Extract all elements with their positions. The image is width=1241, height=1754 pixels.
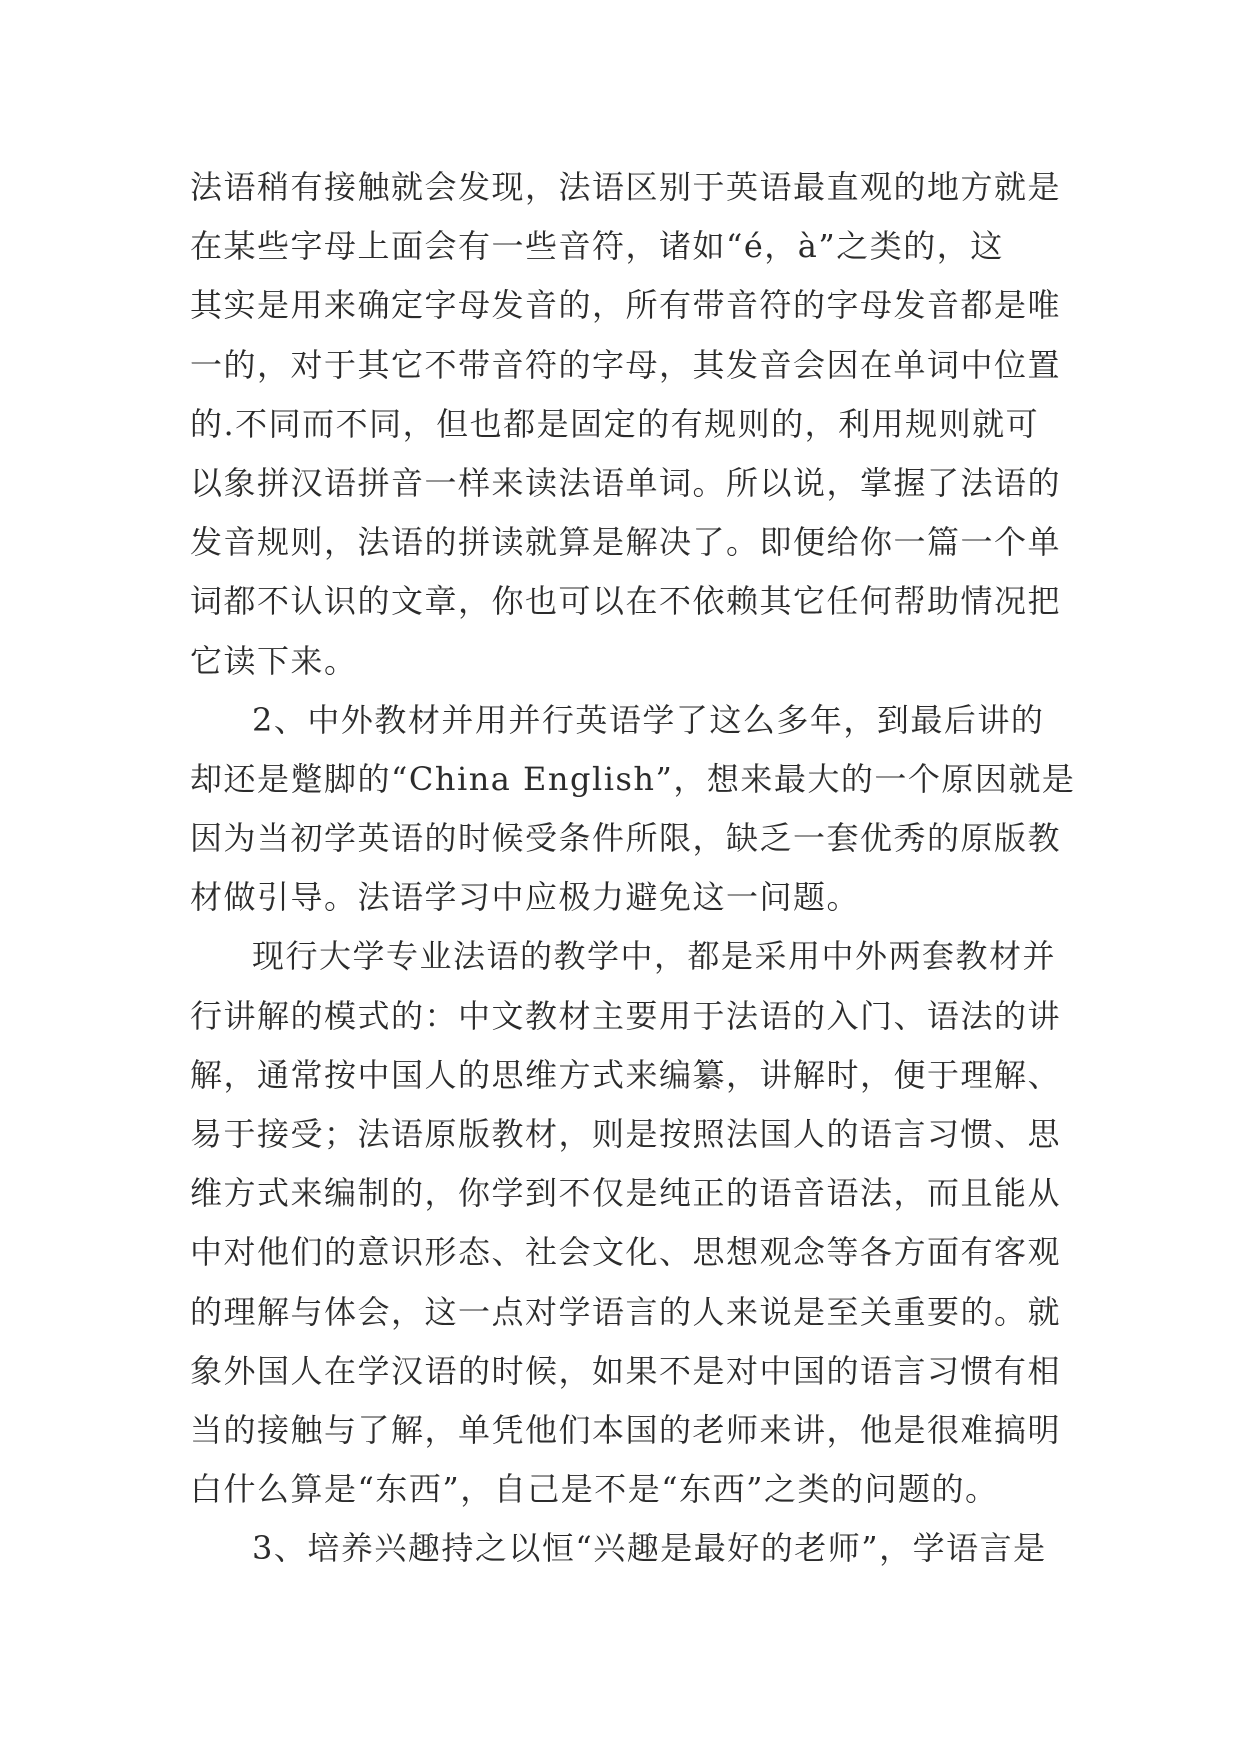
text-line: 材做引导。法语学习中应极力避免这一问题。 <box>190 878 861 917</box>
text-line: 发音规则，法语的拼读就算是解决了。即便给你一篇一个单 <box>190 523 1062 562</box>
text-line: 当的接触与了解，单凭他们本国的老师来讲，他是很难搞明 <box>190 1410 1062 1449</box>
text-line: 在某些字母上面会有一些音符，诸如“é，à”之类的，这 <box>190 227 1004 266</box>
text-line: 法语稍有接触就会发现，法语区别于英语最直观的地方就是 <box>190 168 1062 206</box>
text-line: 却还是蹩脚的“China English”，想来最大的一个原因就是 <box>190 759 1076 798</box>
text-line: 中对他们的意识形态、社会文化、思想观念等各方面有客观 <box>190 1233 1062 1272</box>
text-line: 解，通常按中国人的思维方式来编纂，讲解时，便于理解、 <box>190 1055 1062 1094</box>
paragraph-start-line: 2、中外教材并用并行英语学了这么多年，到最后讲的 <box>252 700 1045 739</box>
text-line: 易于接受；法语原版教材，则是按照法国人的语言习惯、思 <box>190 1115 1062 1153</box>
paragraph-start-line: 现行大学专业法语的教学中，都是采用中外两套教材并 <box>252 937 1057 976</box>
text-line: 它读下来。 <box>190 641 358 680</box>
text-line: 白什么算是“东西”，自己是不是“东西”之类的问题的。 <box>190 1470 999 1509</box>
text-line: 象外国人在学汉语的时候，如果不是对中国的语言习惯有相 <box>190 1351 1062 1390</box>
text-line: 其实是用来确定字母发音的，所有带音符的字母发音都是唯 <box>190 286 1062 325</box>
paragraph-start-line: 3、培养兴趣持之以恒“兴趣是最好的老师”，学语言是 <box>252 1529 1047 1568</box>
text-line: 词都不认识的文章，你也可以在不依赖其它任何帮助情况把 <box>190 582 1062 621</box>
text-line: 一的，对于其它不带音符的字母，其发音会因在单词中位置 <box>190 345 1062 384</box>
text-line: 维方式来编制的，你学到不仅是纯正的语音语法，而且能从 <box>190 1174 1062 1213</box>
text-line: 以象拼汉语拼音一样来读法语单词。所以说，掌握了法语的 <box>190 463 1062 502</box>
text-line: 的.不同而不同，但也都是固定的有规则的，利用规则就可 <box>190 404 1040 443</box>
text-line: 因为当初学英语的时候受条件所限，缺乏一套优秀的原版教 <box>190 819 1062 858</box>
text-line: 行讲解的模式的：中文教材主要用于法语的入门、语法的讲 <box>190 996 1062 1035</box>
text-line: 的理解与体会，这一点对学语言的人来说是至关重要的。就 <box>190 1292 1062 1331</box>
document-body <box>190 158 1090 1579</box>
